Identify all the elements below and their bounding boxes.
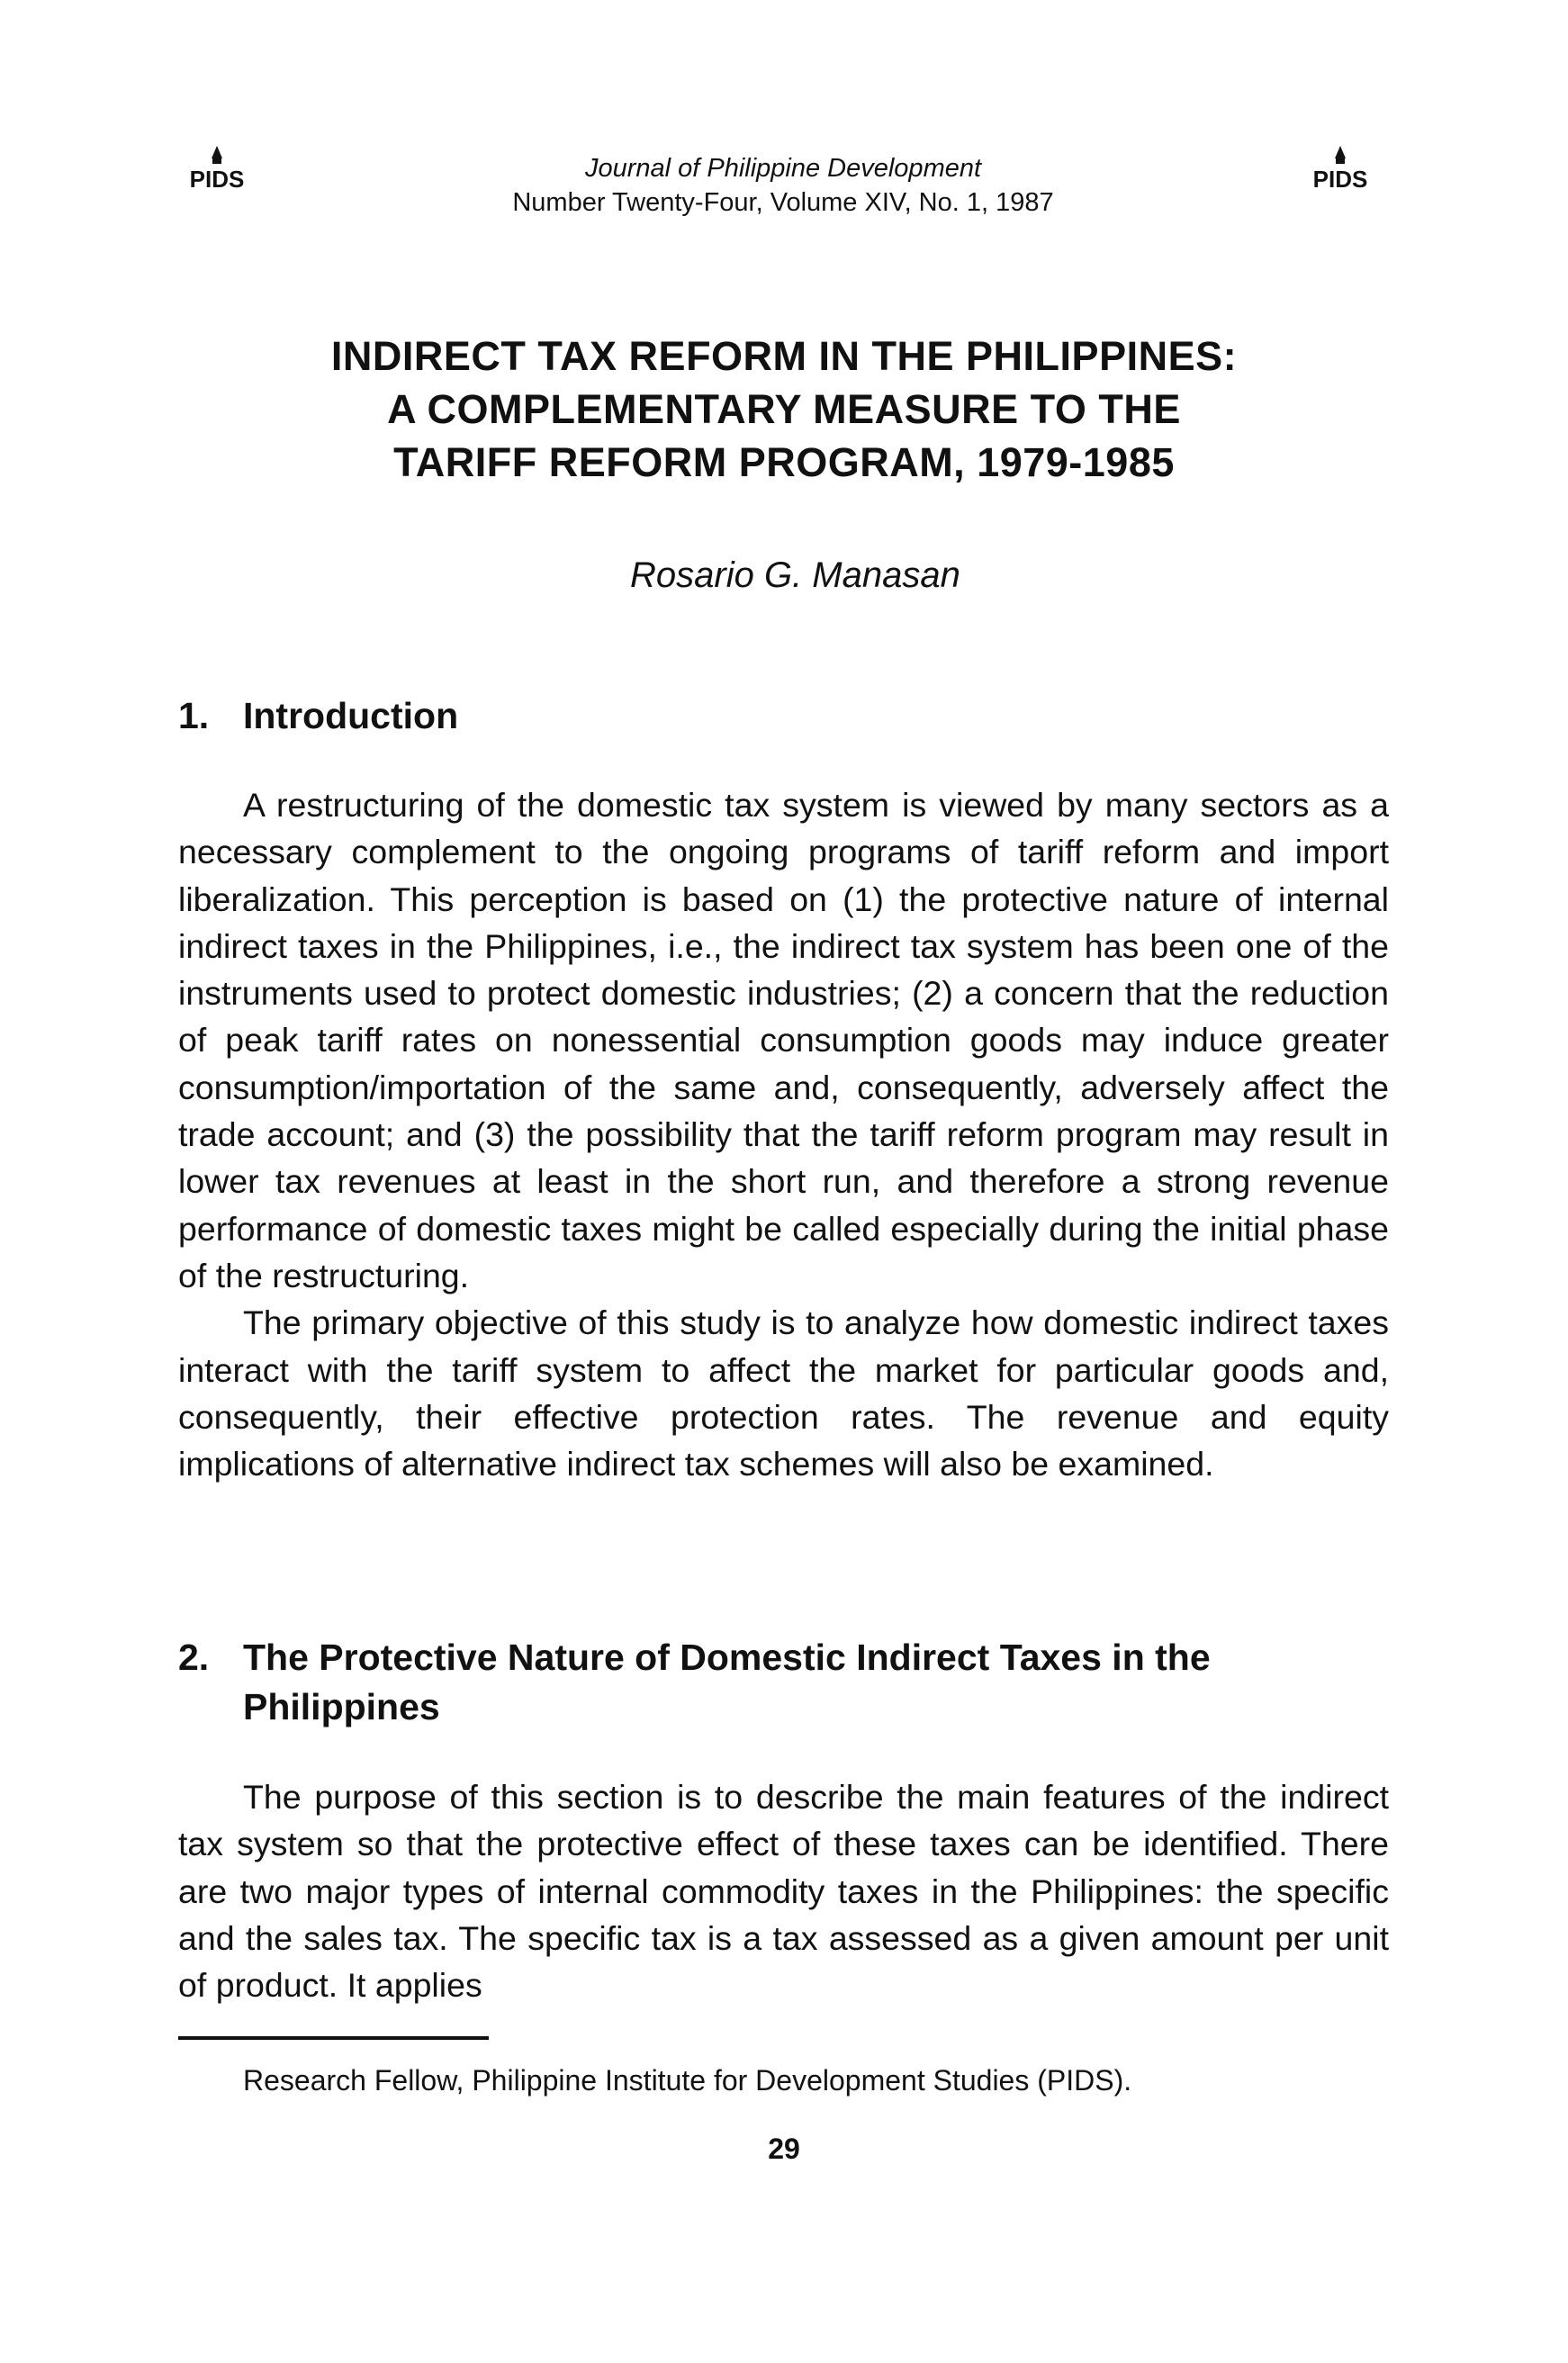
section-heading-introduction <box>178 691 1389 741</box>
paragraph: The purpose of this section is to describe the main features of the indirect tax system so that the protective effect of these taxes can be identified. There are two major types of internal commodity taxes in the Philippines: the specific and the sales tax. The specific tax is a tax assessed as a given amount per unit of product. It applies <box>178 1778 1389 2005</box>
journal-issue: Number Twenty-Four, Volume XIV, No. 1, 1987 <box>512 188 1054 217</box>
journal-name: Journal of Philippine Development <box>584 154 982 183</box>
svg-text:PIDS: PIDS <box>1312 166 1368 193</box>
article-title-line-2: A COMPLEMENTARY MEASURE TO THE <box>387 386 1181 432</box>
pids-logo-right-icon <box>1302 142 1379 193</box>
paragraph: A restructuring of the domestic tax system is viewed by many sectors as a necessary complement to the ongoing programs of tariff reform and import liberalization. This perception is based on (1) the protective nature of internal indirect taxes in the Philippines, i.e., the indirect tax system has been one of the instruments used to protect domestic industries; (2) a concern that the reduction of peak tariff rates on nonessential consumption goods may induce greater consumption/importation of the same and, consequently, adversely affect the trade account; and (3) the possibility that the tariff reform program may result in lower tax revenues at least in the short run, and therefore a strong revenue performance of domestic taxes might be called especially during the initial phase of the restructuring. <box>178 786 1389 1294</box>
footnote-divider <box>178 2036 489 2040</box>
section-body-protective-nature <box>178 1773 1389 2008</box>
section-heading-protective-nature <box>178 1633 1389 1732</box>
pids-logo-right <box>1302 142 1379 193</box>
article-title <box>270 329 1298 489</box>
footnote: Research Fellow, Philippine Institute for Development Studies (PIDS). <box>243 2064 1132 2097</box>
pids-logo-left <box>178 142 256 193</box>
pids-logo-left-icon <box>178 142 256 193</box>
svg-text:PIDS: PIDS <box>189 166 245 193</box>
section-title: The Protective Nature of Domestic Indirect Taxes in the Philippines <box>243 1637 1211 1727</box>
section-body-introduction <box>178 781 1389 1487</box>
section-title: Introduction <box>243 695 459 736</box>
journal-header <box>360 151 1206 220</box>
article-title-line-3: TARIFF REFORM PROGRAM, 1979-1985 <box>393 439 1175 485</box>
paragraph: The primary objective of this study is to analyze how domestic indirect taxes interact with the tariff system to affect the market for particular goods and, consequently, their effective protection rates. The revenue and equity implications of alternative indirect tax schemes will also be examined. <box>178 1303 1389 1484</box>
page-number: 29 <box>768 2133 800 2165</box>
author-name: Rosario G. Manasan <box>630 555 960 595</box>
section-number: 2. <box>178 1637 210 1678</box>
article-title-line-1: INDIRECT TAX REFORM IN THE PHILIPPINES: <box>330 333 1238 379</box>
section-number: 1. <box>178 695 210 736</box>
